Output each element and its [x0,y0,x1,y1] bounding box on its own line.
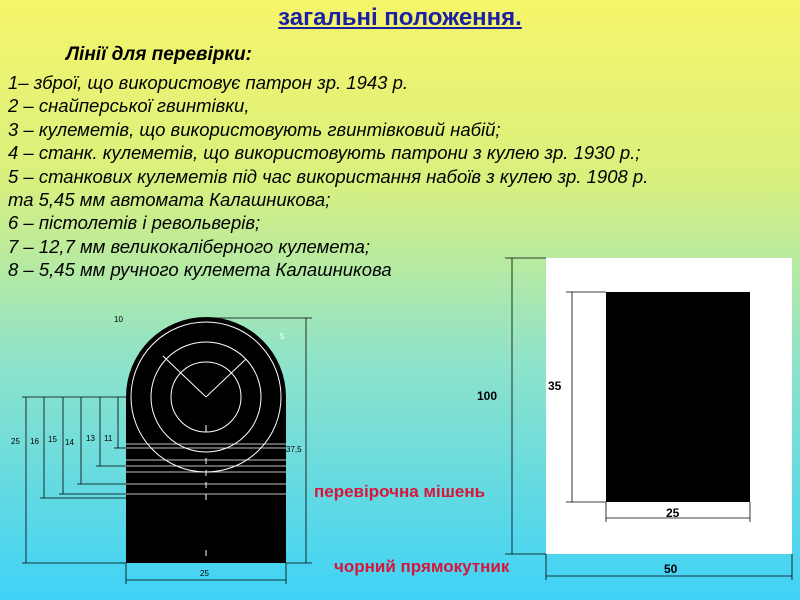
dim-target-height: 37,5 [286,445,302,454]
dim-left-15: 15 [48,435,57,444]
dim-rect-height: 100 [477,389,498,403]
dim-left-14: 14 [65,438,74,447]
label-check-target: перевірочна мішень [314,482,486,501]
check-line-7: 7 – 12,7 мм великокаліберного кулемета; [8,235,371,257]
dim-outer-radius: 10 [114,315,123,324]
check-line-1: 1– зброї, що використовує патрон зр. 1943 р. [8,72,409,93]
target-shape [126,317,286,563]
dim-left-11: 11 [104,434,113,443]
black-rectangle [606,292,750,502]
check-line-5: 5 – станкових кулеметів під час використання набоїв з кулею зр. 1908 р. [8,165,649,187]
dim-inner-radius: 5 [280,332,285,341]
dim-left-13: 13 [86,434,95,443]
dim-rect-width: 50 [664,562,678,576]
dim-rect-inner-height: 35 [548,379,562,393]
check-line-4: 4 – станк. кулеметів, що використовують патрони з кулею зр. 1930 р.; [8,142,641,164]
check-line-5-cont: та 5,45 мм автомата Калашникова; [8,189,331,211]
check-line-6: 6 – пістолетів і револьверів; [8,212,261,234]
subtitle: Лінії для перевірки: [66,44,252,65]
check-line-8: 8 – 5,45 мм ручного кулемета Калашникова [8,259,392,281]
dim-target-width: 25 [200,569,209,578]
target-left-dims [22,397,126,563]
dim-left-16: 16 [30,437,39,446]
check-line-2: 2 – снайперської гвинтівки, [8,95,250,117]
label-black-rectangle: чорний прямокутник [334,557,510,576]
dim-left-25: 25 [11,437,20,446]
check-line-3: 3 – кулеметів, що використовують гвинтівковий набій; [8,118,501,140]
page-title: загальні положення. [278,4,522,31]
dim-rect-inner-width: 25 [666,506,680,520]
